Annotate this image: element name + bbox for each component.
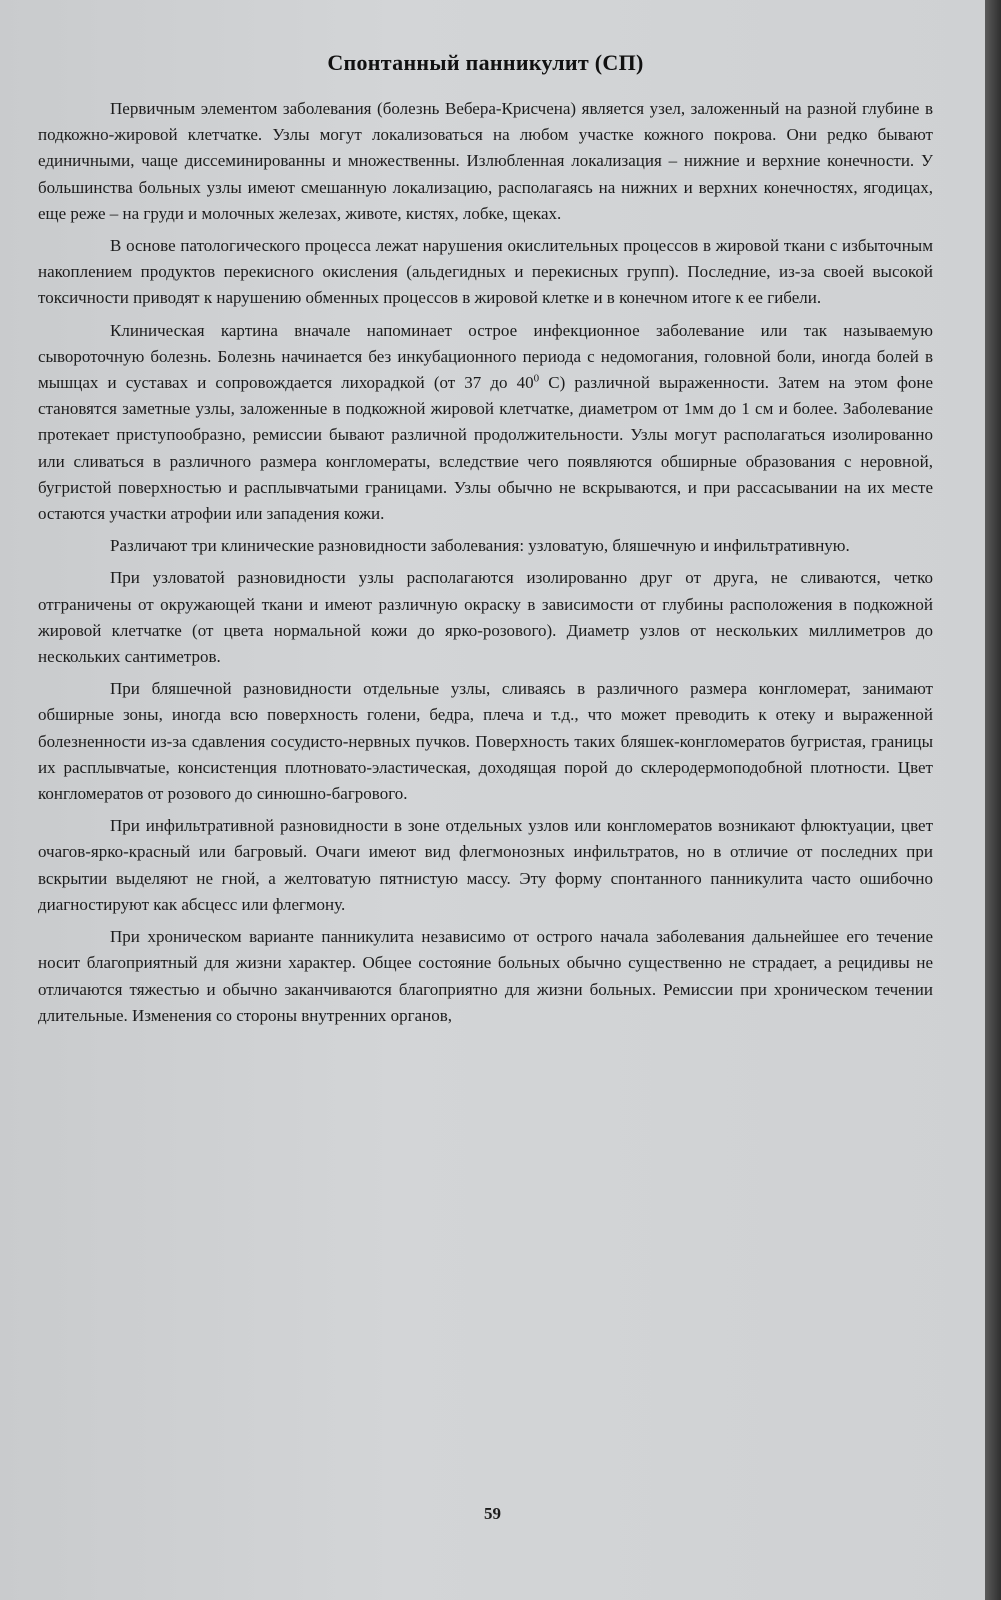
paragraph-8: При хроническом варианте панникулита независимо от острого начала заболевания дальнейшее его течение носит благоприятный для жизни характер. Общее состояние больных обычно существенно не страдает, а рецидивы не отличаются тяжестью и обычно заканчиваются благоприятно для жизни больных. Ремиссии при хроническом течении длительные. Изменения со стороны внутренних органов,: [38, 927, 933, 1025]
text-body: [38, 96, 933, 1029]
degree-superscript: 0: [533, 372, 540, 385]
book-edge: [985, 0, 1001, 1600]
paragraph-3-head: Клиническая картина вначале напоминает острое инфекционное заболевание или так называемую сывороточную болезнь. Болезнь начинается без инкубационного периода с недомогания, головной боли, иногда болей в мышцах и суставах и сопровождается лихорадкой (от 37 до 40: [38, 320, 933, 393]
paragraph-4: Различают три клинические разновидности заболевания: узловатую, бляшечную и инфильтративную.: [110, 536, 850, 556]
paragraph-6: При бляшечной разновидности отдельные узлы, сливаясь в различного размера конгломерат, занимают обширные зоны, иногда всю поверхность голени, бедра, плеча и т.д., что может преводить к отеку и выраженной болезненности из-за сдавления сосудисто-нервных пучков. Поверхность таких бляшек-конгломератов бугристая, границы их расплывчатые, консистенция плотновато-эластическая, доходящая порой до склеродермоподобной плотности. Цвет конгломератов от розового до синюшно-багрового.: [38, 679, 933, 804]
paragraph-3: [38, 318, 933, 528]
page-title: Спонтанный панникулит (СП): [327, 50, 644, 75]
paragraph-2: В основе патологического процесса лежат нарушения окислительных процессов в жировой ткани с избыточным накоплением продуктов перекисного окисления (альдегидных и перекисных групп). Последние, из-за своей высокой токсичности приводят к нарушению обменных процессов в жировой клетке и в конечном итоге к ее гибели.: [38, 236, 933, 308]
page-number: 59: [484, 1504, 501, 1523]
paragraph-7: При инфильтративной разновидности в зоне отдельных узлов или конгломератов возникают флюктуации, цвет очагов-ярко-красный или багровый. Очаги имеют вид флегмонозных инфильтратов, но в отличие от последних при вскрытии выделяют не гной, а желтоватую пятнистую массу. Эту форму спонтанного панникулита часто ошибочно диагностируют как абсцесс или флегмону.: [38, 816, 933, 914]
paragraph-1: Первичным элементом заболевания (болезнь Вебера-Крисчена) является узел, заложенный на разной глубине в подкожно-жировой клетчатке. Узлы могут локализоваться на любом участке кожного покрова. Они редко бывают единичными, чаще диссеминированны и множественны. Излюбленная локализация – нижние и верхние конечности. У большинства больных узлы имеют смешанную локализацию, располагаясь на нижних и верхних конечностях, ягодицах, еще реже – на груди и молочных железах, животе, кистях, лобке, щеках.: [38, 99, 933, 223]
paragraph-3-tail: С) различной выраженности. Затем на этом фоне становятся заметные узлы, заложенные в подкожной жировой клетчатке, диаметром от 1мм до 1 см и более. Заболевание протекает приступообразно, ремиссии бывают различной продолжительности. Узлы могут располагаться изолированно или сливаться в различного размера конгломераты, вследствие чего появляются обширные образования с неровной, бугристой поверхностью и расплывчатыми границами. Узлы обычно не вскрываются, и при рассасывании на их месте остаются участки атрофии или западения кожи.: [38, 373, 933, 524]
paragraph-5: При узловатой разновидности узлы располагаются изолированно друг от друга, не сливаются, четко отграничены от окружающей ткани и имеют различную окраску в зависимости от глубины расположения в подкожной жировой клетчатке (от цвета нормальной кожи до ярко-розового). Диаметр узлов от нескольких миллиметров до нескольких сантиметров.: [38, 568, 933, 667]
